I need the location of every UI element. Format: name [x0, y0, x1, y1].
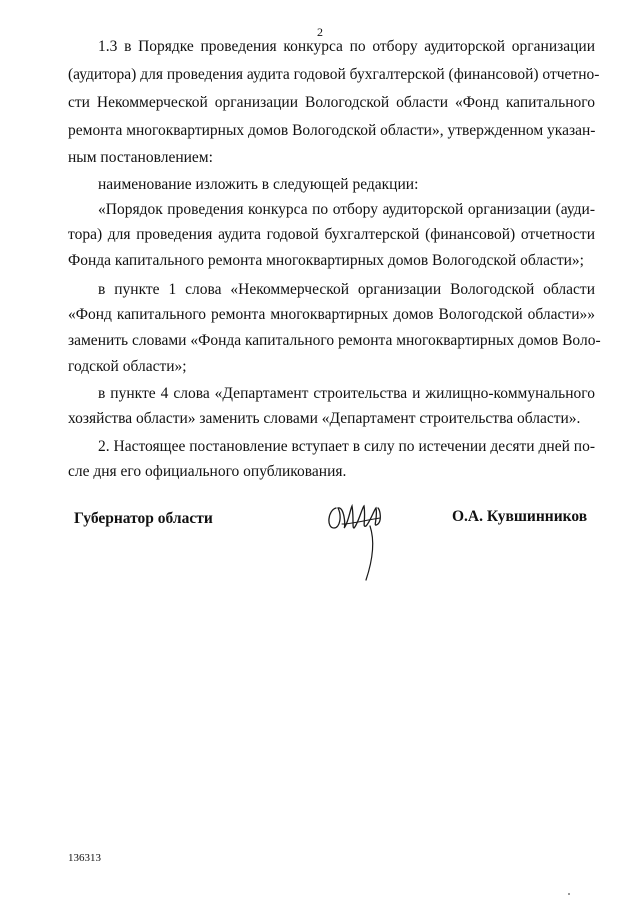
signatory-name: О.А. Кувшинников: [452, 508, 588, 525]
signatory-title: Губернатор области: [74, 510, 213, 527]
paragraph-1-line-4: ремонта многоквартирных домов Вологодской области», утвержденном указан-: [68, 122, 596, 139]
paragraph-3-line-3: Фонда капитального ремонта многоквартирных домов Вологодской области»;: [68, 252, 584, 269]
paragraph-4-line-1: в пункте 1 слова «Некоммерческой организации Вологодской области: [98, 281, 595, 298]
signature-block: [0, 510, 640, 590]
paragraph-2-line-1: наименование изложить в следующей редакции:: [98, 176, 419, 193]
paragraph-1-line-5: ным постановлением:: [68, 149, 213, 166]
paragraph-1-line-2: (аудитора) для проведения аудита годовой бухгалтерской (финансовой) отчетно-: [68, 66, 600, 83]
handwritten-signature: [322, 494, 392, 584]
scan-speck: [568, 893, 570, 895]
paragraph-3-line-2: тора) для проведения аудита годовой бухгалтерской (финансовой) отчетности: [68, 226, 595, 243]
paragraph-5-line-2: хозяйства области» заменить словами «Департамент строительства области».: [68, 410, 581, 427]
paragraph-1-line-3: сти Некоммерческой организации Вологодской области «Фонд капитального: [68, 94, 595, 111]
paragraph-4-line-3: заменить словами «Фонда капитального ремонта многоквартирных домов Воло-: [68, 332, 601, 349]
paragraph-4-line-2: «Фонд капитального ремонта многоквартирных домов Вологодской области»»: [68, 306, 595, 323]
paragraph-3-line-1: «Порядок проведения конкурса по отбору аудиторской организации (ауди-: [98, 201, 595, 218]
paragraph-6-line-2: сле дня его официального опубликования.: [68, 463, 347, 480]
paragraph-4-line-4: годской области»;: [68, 358, 187, 375]
paragraph-5-line-1: в пункте 4 слова «Департамент строительства и жилищно-коммунального: [98, 385, 595, 402]
paragraph-1-line-1: 1.3 в Порядке проведения конкурса по отбору аудиторской организации: [98, 38, 595, 55]
page-number: 2: [317, 25, 323, 39]
paragraph-6-line-1: 2. Настоящее постановление вступает в силу по истечении десяти дней по-: [98, 438, 595, 455]
document-code: 136313: [68, 852, 101, 864]
